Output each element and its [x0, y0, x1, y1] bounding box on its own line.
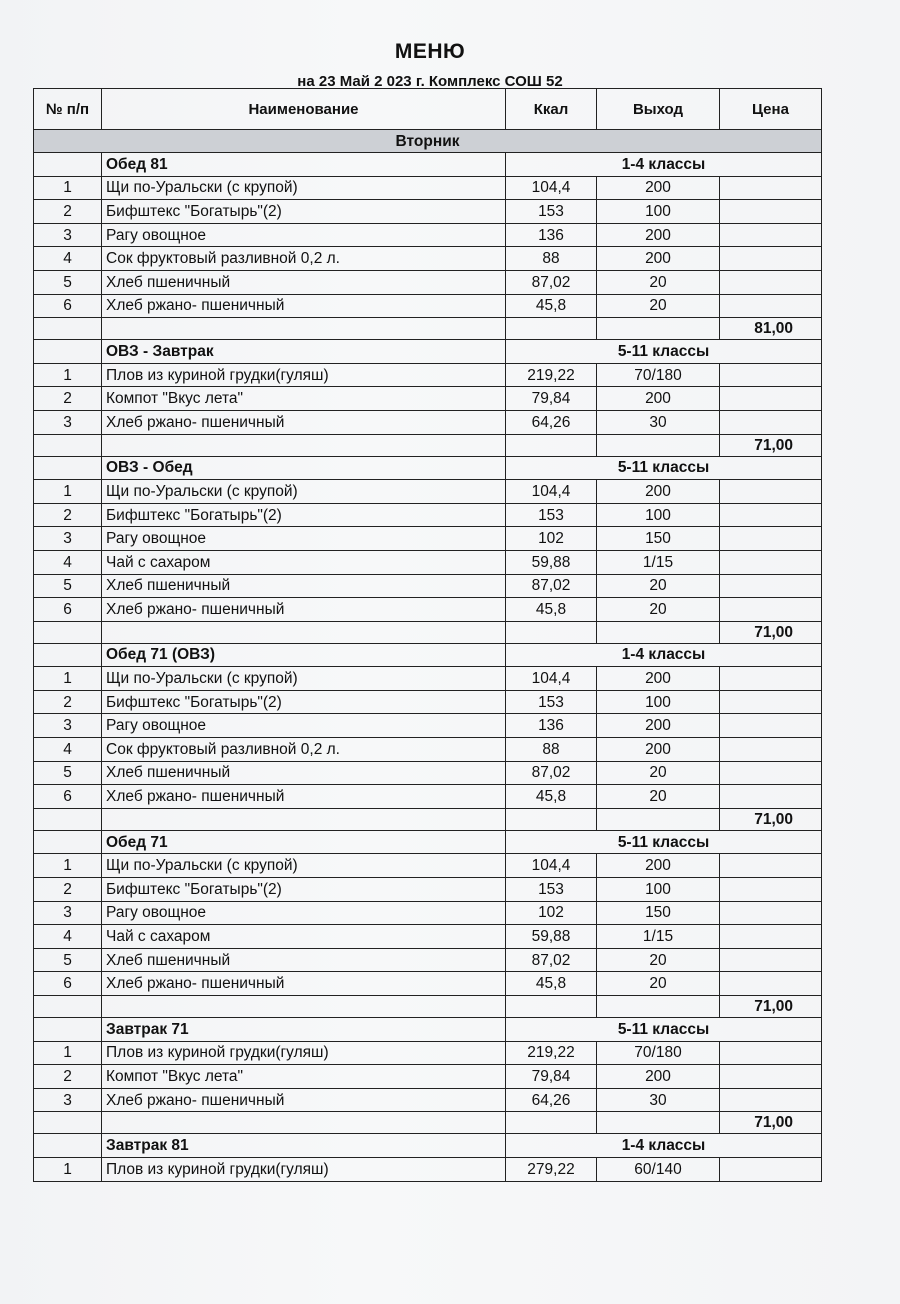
- item-yield: 70/180: [597, 1041, 720, 1065]
- item-kcal: 88: [506, 738, 597, 762]
- table-row: [34, 294, 822, 318]
- table-row: [34, 1041, 822, 1065]
- item-price: [720, 972, 822, 996]
- table-row: [34, 690, 822, 714]
- item-yield: 100: [597, 690, 720, 714]
- total-blank-kcal: [506, 1112, 597, 1134]
- item-name: Плов из куриной грудки(гуляш): [102, 1157, 506, 1181]
- item-number: 3: [34, 1088, 102, 1112]
- item-name: Щи по-Уральски (с крупой): [102, 667, 506, 691]
- item-name: Рагу овощное: [102, 901, 506, 925]
- item-number: 1: [34, 480, 102, 504]
- total-blank-name: [102, 318, 506, 340]
- total-blank-name: [102, 996, 506, 1018]
- table-row: [34, 247, 822, 271]
- item-yield: 20: [597, 598, 720, 622]
- table-row: [34, 1157, 822, 1181]
- item-name: Плов из куриной грудки(гуляш): [102, 1041, 506, 1065]
- section-classes: 5-11 классы: [506, 1018, 822, 1042]
- table-row: [34, 901, 822, 925]
- item-yield: 200: [597, 176, 720, 200]
- table-row: [34, 1065, 822, 1089]
- section-total-row: [34, 808, 822, 830]
- item-kcal: 59,88: [506, 550, 597, 574]
- item-name: Хлеб пшеничный: [102, 270, 506, 294]
- table-row: [34, 200, 822, 224]
- section-header-row: [34, 830, 822, 854]
- section-title: Завтрак 71: [102, 1018, 506, 1042]
- item-kcal: 104,4: [506, 176, 597, 200]
- section-num-cell: [34, 1134, 102, 1158]
- table-row: [34, 270, 822, 294]
- item-name: Хлеб ржано- пшеничный: [102, 785, 506, 809]
- item-kcal: 88: [506, 247, 597, 271]
- item-yield: 1/15: [597, 550, 720, 574]
- total-blank-kcal: [506, 996, 597, 1018]
- item-name: Сок фруктовый разливной 0,2 л.: [102, 247, 506, 271]
- item-number: 6: [34, 785, 102, 809]
- item-kcal: 45,8: [506, 785, 597, 809]
- item-yield: 200: [597, 1065, 720, 1089]
- item-price: [720, 247, 822, 271]
- table-row: [34, 550, 822, 574]
- section-classes: 5-11 классы: [506, 340, 822, 364]
- col-header-kcal: Ккал: [506, 89, 597, 130]
- item-kcal: 87,02: [506, 270, 597, 294]
- section-price: 71,00: [720, 1112, 822, 1134]
- item-price: [720, 598, 822, 622]
- item-price: [720, 901, 822, 925]
- item-name: Чай с сахаром: [102, 550, 506, 574]
- section-total-row: [34, 1112, 822, 1134]
- section-num-cell: [34, 340, 102, 364]
- item-yield: 100: [597, 200, 720, 224]
- table-row: [34, 1088, 822, 1112]
- item-yield: 200: [597, 247, 720, 271]
- col-header-yield: Выход: [597, 89, 720, 130]
- table-row: [34, 667, 822, 691]
- total-blank-yield: [597, 996, 720, 1018]
- item-number: 5: [34, 574, 102, 598]
- item-yield: 100: [597, 878, 720, 902]
- menu-table: [33, 88, 822, 1182]
- section-header-row: [34, 1134, 822, 1158]
- table-row: [34, 785, 822, 809]
- item-number: 4: [34, 550, 102, 574]
- section-header-row: [34, 456, 822, 480]
- item-price: [720, 574, 822, 598]
- item-yield: 200: [597, 667, 720, 691]
- table-row: [34, 363, 822, 387]
- table-row: [34, 574, 822, 598]
- table-row: [34, 503, 822, 527]
- item-price: [720, 948, 822, 972]
- section-num-cell: [34, 643, 102, 667]
- item-name: Чай с сахаром: [102, 925, 506, 949]
- total-blank-yield: [597, 318, 720, 340]
- table-row: [34, 714, 822, 738]
- item-kcal: 45,8: [506, 294, 597, 318]
- item-price: [720, 878, 822, 902]
- table-row: [34, 387, 822, 411]
- item-price: [720, 550, 822, 574]
- section-title: Обед 71 (ОВЗ): [102, 643, 506, 667]
- item-price: [720, 1157, 822, 1181]
- total-blank-kcal: [506, 808, 597, 830]
- table-row: [34, 480, 822, 504]
- header-row: [34, 89, 822, 130]
- section-price: 71,00: [720, 808, 822, 830]
- item-price: [720, 714, 822, 738]
- item-yield: 30: [597, 1088, 720, 1112]
- total-blank-name: [102, 808, 506, 830]
- col-header-num: № п/п: [34, 89, 102, 130]
- item-name: Щи по-Уральски (с крупой): [102, 480, 506, 504]
- item-name: Хлеб пшеничный: [102, 948, 506, 972]
- item-kcal: 153: [506, 690, 597, 714]
- table-row: [34, 598, 822, 622]
- item-number: 6: [34, 972, 102, 996]
- item-number: 3: [34, 410, 102, 434]
- item-price: [720, 738, 822, 762]
- item-kcal: 219,22: [506, 1041, 597, 1065]
- day-row: [34, 130, 822, 153]
- total-blank-kcal: [506, 318, 597, 340]
- section-title: Обед 81: [102, 153, 506, 177]
- item-kcal: 153: [506, 878, 597, 902]
- total-blank-num: [34, 1112, 102, 1134]
- total-blank-yield: [597, 434, 720, 456]
- section-header-row: [34, 643, 822, 667]
- item-name: Бифштекс "Богатырь"(2): [102, 503, 506, 527]
- total-blank-yield: [597, 1112, 720, 1134]
- section-total-row: [34, 996, 822, 1018]
- item-name: Хлеб ржано- пшеничный: [102, 972, 506, 996]
- section-title: ОВЗ - Обед: [102, 456, 506, 480]
- item-name: Хлеб ржано- пшеничный: [102, 1088, 506, 1112]
- item-name: Щи по-Уральски (с крупой): [102, 854, 506, 878]
- item-yield: 200: [597, 480, 720, 504]
- item-price: [720, 667, 822, 691]
- item-number: 4: [34, 925, 102, 949]
- item-price: [720, 527, 822, 551]
- item-kcal: 102: [506, 527, 597, 551]
- item-name: Хлеб пшеничный: [102, 574, 506, 598]
- page-subtitle: на 23 Май 2 023 г. Комплекс СОШ 52: [297, 73, 563, 90]
- item-name: Хлеб ржано- пшеничный: [102, 294, 506, 318]
- section-total-row: [34, 318, 822, 340]
- item-price: [720, 1065, 822, 1089]
- item-name: Хлеб пшеничный: [102, 761, 506, 785]
- item-kcal: 153: [506, 503, 597, 527]
- item-price: [720, 410, 822, 434]
- col-header-name: Наименование: [102, 89, 506, 130]
- section-total-row: [34, 621, 822, 643]
- item-number: 2: [34, 503, 102, 527]
- table-row: [34, 527, 822, 551]
- section-title: Завтрак 81: [102, 1134, 506, 1158]
- item-yield: 20: [597, 948, 720, 972]
- table-row: [34, 761, 822, 785]
- section-price: 71,00: [720, 996, 822, 1018]
- item-name: Плов из куриной грудки(гуляш): [102, 363, 506, 387]
- item-yield: 20: [597, 785, 720, 809]
- item-kcal: 87,02: [506, 761, 597, 785]
- item-name: Бифштекс "Богатырь"(2): [102, 690, 506, 714]
- table-row: [34, 176, 822, 200]
- section-header-row: [34, 1018, 822, 1042]
- item-price: [720, 690, 822, 714]
- section-header-row: [34, 340, 822, 364]
- item-kcal: 79,84: [506, 1065, 597, 1089]
- item-number: 3: [34, 223, 102, 247]
- item-price: [720, 925, 822, 949]
- item-kcal: 87,02: [506, 948, 597, 972]
- item-kcal: 87,02: [506, 574, 597, 598]
- total-blank-yield: [597, 808, 720, 830]
- item-number: 4: [34, 738, 102, 762]
- item-number: 3: [34, 527, 102, 551]
- item-yield: 1/15: [597, 925, 720, 949]
- item-kcal: 64,26: [506, 1088, 597, 1112]
- total-blank-num: [34, 996, 102, 1018]
- total-blank-name: [102, 1112, 506, 1134]
- item-price: [720, 480, 822, 504]
- item-number: 6: [34, 598, 102, 622]
- item-yield: 60/140: [597, 1157, 720, 1181]
- total-blank-name: [102, 621, 506, 643]
- item-kcal: 79,84: [506, 387, 597, 411]
- section-classes: 5-11 классы: [506, 830, 822, 854]
- item-kcal: 45,8: [506, 972, 597, 996]
- item-yield: 20: [597, 972, 720, 996]
- section-price: 71,00: [720, 434, 822, 456]
- item-price: [720, 854, 822, 878]
- item-yield: 150: [597, 901, 720, 925]
- item-yield: 150: [597, 527, 720, 551]
- item-yield: 30: [597, 410, 720, 434]
- item-price: [720, 223, 822, 247]
- item-yield: 200: [597, 738, 720, 762]
- item-price: [720, 200, 822, 224]
- table-row: [34, 738, 822, 762]
- section-header-row: [34, 153, 822, 177]
- item-yield: 100: [597, 503, 720, 527]
- item-name: Бифштекс "Богатырь"(2): [102, 878, 506, 902]
- item-kcal: 64,26: [506, 410, 597, 434]
- item-number: 2: [34, 200, 102, 224]
- item-yield: 20: [597, 294, 720, 318]
- item-number: 1: [34, 1157, 102, 1181]
- item-kcal: 219,22: [506, 363, 597, 387]
- table-row: [34, 223, 822, 247]
- item-price: [720, 270, 822, 294]
- item-name: Рагу овощное: [102, 714, 506, 738]
- item-name: Компот "Вкус лета": [102, 387, 506, 411]
- section-title: Обед 71: [102, 830, 506, 854]
- item-number: 1: [34, 854, 102, 878]
- section-num-cell: [34, 456, 102, 480]
- item-number: 1: [34, 667, 102, 691]
- item-yield: 20: [597, 270, 720, 294]
- item-number: 1: [34, 176, 102, 200]
- item-price: [720, 785, 822, 809]
- section-classes: 1-4 классы: [506, 153, 822, 177]
- page-title: МЕНЮ: [394, 40, 466, 63]
- section-classes: 5-11 классы: [506, 456, 822, 480]
- item-kcal: 59,88: [506, 925, 597, 949]
- item-kcal: 279,22: [506, 1157, 597, 1181]
- item-yield: 200: [597, 854, 720, 878]
- total-blank-num: [34, 434, 102, 456]
- total-blank-name: [102, 434, 506, 456]
- item-yield: 20: [597, 574, 720, 598]
- section-price: 71,00: [720, 621, 822, 643]
- item-kcal: 102: [506, 901, 597, 925]
- item-name: Хлеб ржано- пшеничный: [102, 598, 506, 622]
- table-row: [34, 410, 822, 434]
- item-name: Щи по-Уральски (с крупой): [102, 176, 506, 200]
- item-kcal: 104,4: [506, 854, 597, 878]
- section-total-row: [34, 434, 822, 456]
- section-num-cell: [34, 830, 102, 854]
- item-number: 2: [34, 387, 102, 411]
- item-yield: 200: [597, 387, 720, 411]
- table-row: [34, 925, 822, 949]
- item-name: Компот "Вкус лета": [102, 1065, 506, 1089]
- total-blank-num: [34, 621, 102, 643]
- item-price: [720, 1088, 822, 1112]
- col-header-price: Цена: [720, 89, 822, 130]
- item-number: 5: [34, 948, 102, 972]
- item-kcal: 104,4: [506, 667, 597, 691]
- item-price: [720, 387, 822, 411]
- total-blank-num: [34, 808, 102, 830]
- item-yield: 70/180: [597, 363, 720, 387]
- item-number: 1: [34, 1041, 102, 1065]
- section-num-cell: [34, 153, 102, 177]
- item-kcal: 104,4: [506, 480, 597, 504]
- item-number: 1: [34, 363, 102, 387]
- section-price: 81,00: [720, 318, 822, 340]
- item-number: 5: [34, 270, 102, 294]
- item-price: [720, 1041, 822, 1065]
- table-row: [34, 972, 822, 996]
- item-price: [720, 761, 822, 785]
- item-name: Рагу овощное: [102, 527, 506, 551]
- item-number: 3: [34, 901, 102, 925]
- item-number: 4: [34, 247, 102, 271]
- total-blank-yield: [597, 621, 720, 643]
- item-price: [720, 503, 822, 527]
- section-title: ОВЗ - Завтрак: [102, 340, 506, 364]
- item-price: [720, 294, 822, 318]
- item-price: [720, 363, 822, 387]
- section-num-cell: [34, 1018, 102, 1042]
- item-name: Хлеб ржано- пшеничный: [102, 410, 506, 434]
- item-yield: 20: [597, 761, 720, 785]
- section-classes: 1-4 классы: [506, 643, 822, 667]
- table-row: [34, 948, 822, 972]
- item-name: Сок фруктовый разливной 0,2 л.: [102, 738, 506, 762]
- item-number: 2: [34, 878, 102, 902]
- menu-body: [34, 130, 822, 1182]
- day-label: Вторник: [34, 130, 822, 153]
- item-number: 5: [34, 761, 102, 785]
- total-blank-kcal: [506, 621, 597, 643]
- item-kcal: 136: [506, 714, 597, 738]
- section-classes: 1-4 классы: [506, 1134, 822, 1158]
- table-row: [34, 854, 822, 878]
- item-kcal: 136: [506, 223, 597, 247]
- item-kcal: 153: [506, 200, 597, 224]
- total-blank-kcal: [506, 434, 597, 456]
- item-name: Бифштекс "Богатырь"(2): [102, 200, 506, 224]
- item-kcal: 45,8: [506, 598, 597, 622]
- item-yield: 200: [597, 223, 720, 247]
- total-blank-num: [34, 318, 102, 340]
- item-number: 2: [34, 1065, 102, 1089]
- item-number: 3: [34, 714, 102, 738]
- item-name: Рагу овощное: [102, 223, 506, 247]
- item-price: [720, 176, 822, 200]
- item-yield: 200: [597, 714, 720, 738]
- item-number: 6: [34, 294, 102, 318]
- item-number: 2: [34, 690, 102, 714]
- table-row: [34, 878, 822, 902]
